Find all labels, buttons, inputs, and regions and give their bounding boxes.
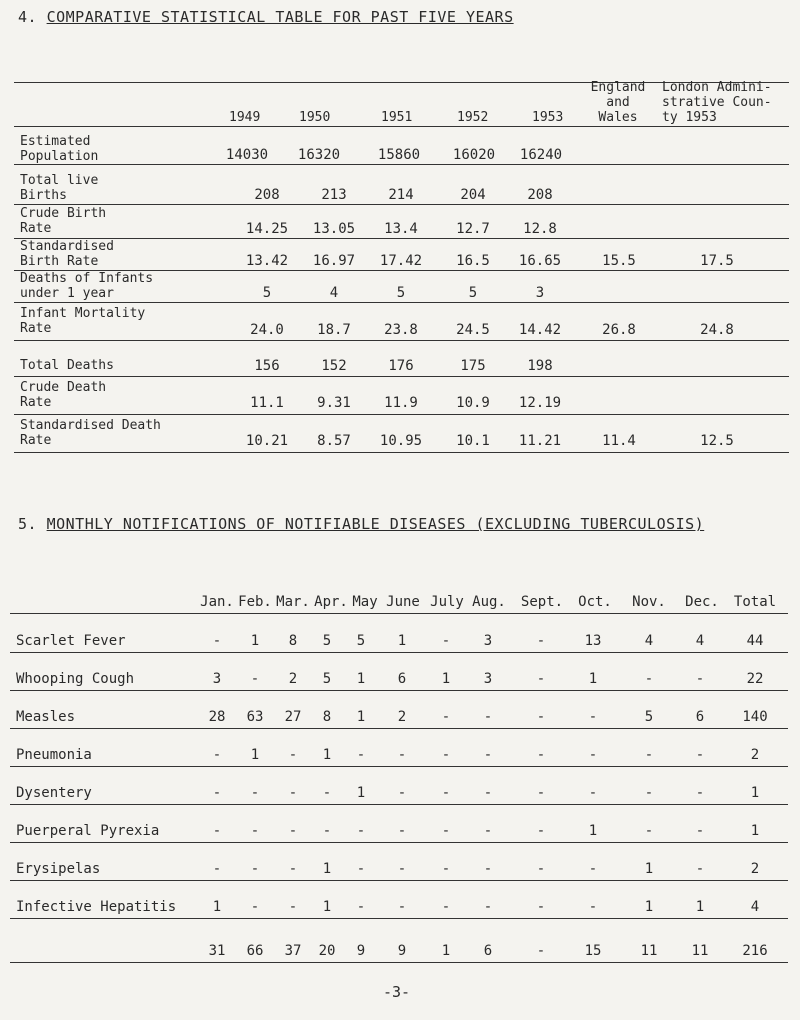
cell: - [536,823,546,839]
cell: 16240 [519,147,563,163]
cell: 5 [356,633,366,649]
cell: 214 [388,187,414,203]
col-header-1950: 1950 [299,110,331,125]
row-label-line2: Rate [20,395,52,410]
cell: 10.21 [245,433,289,449]
cell: - [695,747,705,763]
cell: 10.1 [456,433,490,449]
cell: - [644,823,654,839]
cell: - [397,823,407,839]
totals-row [10,918,788,963]
row-label-line2: Rate [20,221,52,236]
cell: - [483,747,493,763]
col-header-apr: Apr. [314,594,348,610]
total-cell: 11 [691,943,709,959]
cell: - [356,861,366,877]
cell: 3 [483,633,493,649]
row-label-line1: Standardised [20,239,114,254]
cell: 23.8 [384,322,418,338]
col-header-dec: Dec. [685,594,719,610]
col-header-england-wales-1: England [590,80,646,95]
cell: 3 [483,671,493,687]
cell: - [322,785,332,801]
table-row [14,302,789,341]
cell: 1 [322,899,332,915]
disease-name: Erysipelas [16,861,101,877]
cell: - [588,861,598,877]
cell: - [212,823,222,839]
cell: - [483,861,493,877]
disease-name: Whooping Cough [16,671,135,687]
cell: 4 [695,633,705,649]
cell: - [536,633,546,649]
row-label-line1: Deaths of Infants [20,271,154,286]
cell: - [695,823,705,839]
cell: - [536,747,546,763]
cell: - [212,633,222,649]
cell: 156 [254,358,280,374]
cell: 8 [322,709,332,725]
table-row [10,690,788,729]
cell: - [288,861,298,877]
col-header-total: Total [733,594,777,610]
cell: 13 [584,633,602,649]
cell: - [441,747,451,763]
table-row [14,128,789,165]
cell: 5 [644,709,654,725]
col-header-july: July [430,594,464,610]
row-label-line1: Estimated [20,134,91,149]
cell: 4 [329,285,339,301]
total-cell: 31 [208,943,226,959]
cell: 2 [397,709,407,725]
cell: - [483,823,493,839]
disease-name: Infective Hepatitis [16,899,177,915]
cell: 1 [356,785,366,801]
cell: 16.65 [518,253,562,269]
cell: 28 [208,709,226,725]
cell: - [356,747,366,763]
cell: - [441,823,451,839]
total-cell: 6 [483,943,493,959]
cell: - [288,899,298,915]
row-label-line2: Birth Rate [20,254,99,269]
cell: 16.97 [312,253,356,269]
total-cell: 216 [742,943,768,959]
cell: 26.8 [602,322,636,338]
cell: - [356,899,366,915]
table-row [14,376,789,415]
col-header-oct: Oct. [578,594,612,610]
row-label-line1: Crude Birth [20,206,107,221]
total-cell: 15 [584,943,602,959]
cell: - [397,861,407,877]
cell: 17.5 [700,253,734,269]
col-header-london-1: London Admini- [662,80,772,95]
cell: 175 [460,358,486,374]
table-row [10,614,788,653]
cell: 2 [288,671,298,687]
cell: - [322,823,332,839]
table-row [14,204,789,239]
col-header-feb: Feb. [238,594,272,610]
cell: 16.5 [456,253,490,269]
cell: - [250,823,260,839]
table-row [10,766,788,805]
disease-name: Dysentery [16,785,92,801]
cell: 1 [250,747,260,763]
cell: 24.0 [250,322,284,338]
cell: 204 [460,187,486,203]
cell: 176 [388,358,414,374]
table-row [14,414,789,453]
cell: 1 [397,633,407,649]
cell: 14.25 [245,221,289,237]
cell: 27 [284,709,302,725]
section-4-title: COMPARATIVE STATISTICAL TABLE FOR PAST FIVE YEARS [46,8,514,26]
section-5-title: MONTHLY NOTIFICATIONS OF NOTIFIABLE DISEASES (EXCLUDING TUBERCULOSIS) [46,515,705,533]
section-5-heading [18,515,704,533]
cell: 1 [644,899,654,915]
col-header-london-3: ty 1953 [662,110,717,125]
cell: - [644,747,654,763]
cell: 1 [750,785,760,801]
cell: 6 [397,671,407,687]
cell: - [288,823,298,839]
col-header-1951: 1951 [381,110,413,125]
cell: 10.9 [456,395,490,411]
total-cell: - [536,943,546,959]
cell: - [441,899,451,915]
cell: - [250,861,260,877]
section-4-number: 4. [18,8,38,26]
cell: 1 [322,747,332,763]
cell: 8 [288,633,298,649]
cell: 11.21 [518,433,562,449]
cell: - [288,747,298,763]
cell: 2 [750,861,760,877]
disease-name: Measles [16,709,76,725]
cell: - [588,899,598,915]
cell: - [212,747,222,763]
cell: - [397,899,407,915]
cell: - [536,709,546,725]
col-header-1949: 1949 [229,110,261,125]
table-row [10,652,788,691]
cell: 15.5 [602,253,636,269]
col-header-aug: Aug. [472,594,506,610]
cell: - [644,671,654,687]
col-header-mar: Mar. [276,594,310,610]
section-5-number: 5. [18,515,38,533]
cell: 5 [322,633,332,649]
col-header-1953: 1953 [532,110,564,125]
cell: - [212,785,222,801]
page-number: -3- [383,983,411,1001]
cell: 11.9 [384,395,418,411]
cell: - [588,747,598,763]
cell: 6 [695,709,705,725]
cell: - [250,671,260,687]
cell: 198 [527,358,553,374]
cell: 5 [322,671,332,687]
cell: - [536,671,546,687]
cell: - [536,899,546,915]
row-label-line1: Total live [20,173,99,188]
cell: 1 [588,671,598,687]
table-row [10,804,788,843]
cell: - [441,709,451,725]
cell: 44 [746,633,764,649]
col-header-london-2: strative Coun- [662,95,772,110]
cell: - [536,861,546,877]
cell: 208 [527,187,553,203]
cell: 12.19 [518,395,562,411]
disease-name: Pneumonia [16,747,92,763]
cell: - [483,785,493,801]
total-cell: 9 [397,943,407,959]
row-label-line2: Rate [20,433,52,448]
cell: 1 [250,633,260,649]
cell: - [588,785,598,801]
row-label-line2: Population [20,149,99,164]
cell: 1 [644,861,654,877]
row-label-line1: Standardised Death [20,418,161,433]
cell: - [695,671,705,687]
table-row [14,340,789,377]
cell: 24.8 [700,322,734,338]
cell: 4 [644,633,654,649]
cell: 9.31 [317,395,351,411]
cell: 14030 [225,147,269,163]
header-rule [14,126,789,127]
cell: 5 [262,285,272,301]
col-header-may: May [352,594,378,610]
cell: 5 [396,285,406,301]
col-header-june: June [386,594,420,610]
cell: 8.57 [317,433,351,449]
cell: - [536,785,546,801]
cell: 3 [212,671,222,687]
cell: 1 [441,671,451,687]
col-header-england-wales-2: and [606,95,630,110]
row-label-line2: Births [20,188,67,203]
cell: 1 [750,823,760,839]
cell: - [695,785,705,801]
cell: 12.8 [523,221,557,237]
cell: - [695,861,705,877]
cell: 10.95 [379,433,423,449]
col-header-sept: Sept. [520,594,564,610]
col-header-1952: 1952 [457,110,489,125]
cell: 16020 [452,147,496,163]
cell: - [356,823,366,839]
total-cell: 9 [356,943,366,959]
cell: - [588,709,598,725]
cell: 208 [254,187,280,203]
cell: 14.42 [518,322,562,338]
cell: - [483,709,493,725]
cell: - [212,861,222,877]
cell: - [250,785,260,801]
row-label-line1: Infant Mortality [20,306,146,321]
section-4-heading [18,8,514,26]
disease-name: Scarlet Fever [16,633,126,649]
total-cell: 11 [640,943,658,959]
cell: 1 [356,671,366,687]
cell: - [441,861,451,877]
row-label-line2: Total Deaths [20,358,114,373]
cell: 4 [750,899,760,915]
table-row [14,164,789,205]
table-row [10,842,788,881]
cell: 12.7 [456,221,490,237]
cell: - [397,785,407,801]
cell: 13.4 [384,221,418,237]
cell: 140 [742,709,768,725]
total-cell: 37 [284,943,302,959]
cell: 18.7 [317,322,351,338]
cell: 3 [535,285,545,301]
cell: 63 [246,709,264,725]
col-header-nov: Nov. [632,594,666,610]
row-label-line1: Crude Death [20,380,107,395]
disease-name: Puerperal Pyrexia [16,823,160,839]
cell: 15860 [377,147,421,163]
table-row [14,270,789,303]
col-header-jan: Jan. [200,594,234,610]
cell: - [250,899,260,915]
cell: 11.1 [250,395,284,411]
cell: 11.4 [602,433,636,449]
cell: - [644,785,654,801]
cell: - [441,633,451,649]
cell: 1 [695,899,705,915]
cell: 17.42 [379,253,423,269]
cell: 1 [356,709,366,725]
total-cell: 20 [318,943,336,959]
cell: 1 [588,823,598,839]
cell: 13.05 [312,221,356,237]
cell: 1 [212,899,222,915]
cell: 5 [468,285,478,301]
table-row [14,238,789,271]
total-cell: 1 [441,943,451,959]
cell: 12.5 [700,433,734,449]
cell: 22 [746,671,764,687]
cell: - [483,899,493,915]
cell: 2 [750,747,760,763]
row-label-line2: under 1 year [20,286,114,301]
row-label-line2: Rate [20,321,52,336]
table-row [10,728,788,767]
cell: 152 [321,358,347,374]
cell: - [288,785,298,801]
cell: 213 [321,187,347,203]
col-header-england-wales-3: Wales [598,110,638,125]
cell: - [441,785,451,801]
cell: 1 [322,861,332,877]
cell: 16320 [297,147,341,163]
cell: - [397,747,407,763]
table-row [10,880,788,919]
cell: 13.42 [245,253,289,269]
cell: 24.5 [456,322,490,338]
total-cell: 66 [246,943,264,959]
